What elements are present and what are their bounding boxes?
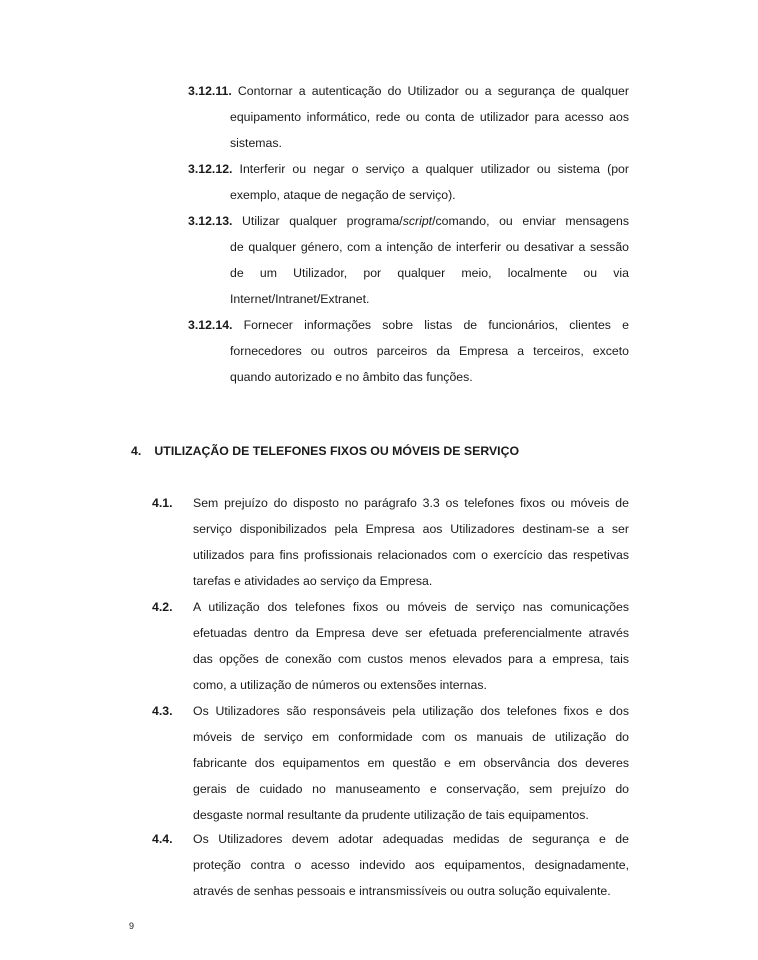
section-heading — [131, 441, 519, 461]
clause-number: 4.4. — [152, 832, 173, 846]
subclause-text: de qualquer género, com a intenção de interferir ou desativar a sessão — [230, 240, 629, 254]
clause-text: Sem prejuízo do disposto no parágrafo 3.3 os telefones fixos ou móveis de — [193, 496, 629, 510]
clause-text: tarefas e atividades ao serviço da Empresa. — [193, 574, 433, 588]
subclause-text: Interferir ou negar o serviço a qualquer utilizador ou sistema (por — [239, 162, 629, 176]
section-title: UTILIZAÇÃO DE TELEFONES FIXOS OU MÓVEIS DE SERVIÇO — [154, 444, 520, 458]
subclause-3-12-13 — [188, 208, 629, 312]
clause-text: utilizados para fins profissionais relacionados com o exercício das respetivas — [193, 548, 629, 562]
clause-number: 4.3. — [152, 704, 173, 718]
clause-text: desgaste normal resultante da prudente utilização de tais equipamentos. — [193, 808, 589, 822]
subclause-3-12-12 — [188, 156, 629, 208]
page-number: 9 — [129, 921, 135, 931]
clause-text: Os Utilizadores são responsáveis pela utilização dos telefones fixos e dos — [193, 704, 629, 718]
clause-text: através de senhas pessoais e intransmissíveis ou outra solução equivalente. — [193, 884, 611, 898]
clause-4-2 — [152, 594, 629, 698]
subclause-number: 3.12.14. — [188, 318, 233, 332]
clause-4-3 — [152, 698, 629, 828]
subclause-number: 3.12.11. — [188, 84, 232, 98]
clause-text: A utilização dos telefones fixos ou móveis de serviço nas comunicações — [193, 600, 629, 614]
clause-text: móveis de serviço em conformidade com os manuais de utilização do — [193, 730, 629, 744]
subclause-3-12-11 — [188, 78, 629, 156]
subclause-3-12-14 — [188, 312, 629, 390]
clause-text: como, a utilização de números ou extensões internas. — [193, 678, 487, 692]
subclause-text: Internet/Intranet/Extranet. — [230, 292, 370, 306]
subclause-text: de um Utilizador, por qualquer meio, localmente ou via — [230, 266, 629, 280]
clause-text: proteção contra o acesso indevido aos equipamentos, designadamente, — [193, 858, 629, 872]
clause-text: gerais de cuidado no manuseamento e conservação, sem prejuízo do — [193, 782, 629, 796]
clause-4-4 — [152, 826, 629, 904]
clause-4-1 — [152, 490, 629, 594]
subclause-text: Fornecer informações sobre listas de funcionários, clientes e — [243, 318, 630, 332]
clause-text: efetuadas dentro da Empresa deve ser efetuada preferencialmente através — [193, 626, 629, 640]
clause-number: 4.1. — [152, 496, 173, 510]
subclause-text: exemplo, ataque de negação de serviço). — [230, 188, 456, 202]
subclause-text: Contornar a autenticação do Utilizador ou a segurança de qualquer — [237, 84, 629, 98]
subclause-text: fornecedores ou outros parceiros da Empresa a terceiros, exceto — [230, 344, 629, 358]
subclause-number: 3.12.13. — [188, 214, 233, 228]
clause-text: serviço disponibilizados pela Empresa aos Utilizadores destinam-se a ser — [193, 522, 629, 536]
subclause-text: sistemas. — [230, 136, 282, 150]
subclause-text: equipamento informático, rede ou conta de utilizador para acesso aos — [230, 110, 629, 124]
clause-text: Os Utilizadores devem adotar adequadas medidas de segurança e de — [193, 832, 629, 846]
subclause-text: Utilizar qualquer programa/script/comando, ou enviar mensagens — [242, 214, 629, 228]
section-number: 4. — [131, 444, 142, 458]
clause-text: das opções de conexão com custos menos elevados para a empresa, tais — [193, 652, 629, 666]
subclause-number: 3.12.12. — [188, 162, 233, 176]
subclause-text: quando autorizado e no âmbito das funções. — [230, 370, 473, 384]
clause-text: fabricante dos equipamentos em questão e em observância dos deveres — [193, 756, 629, 770]
clause-number: 4.2. — [152, 600, 173, 614]
